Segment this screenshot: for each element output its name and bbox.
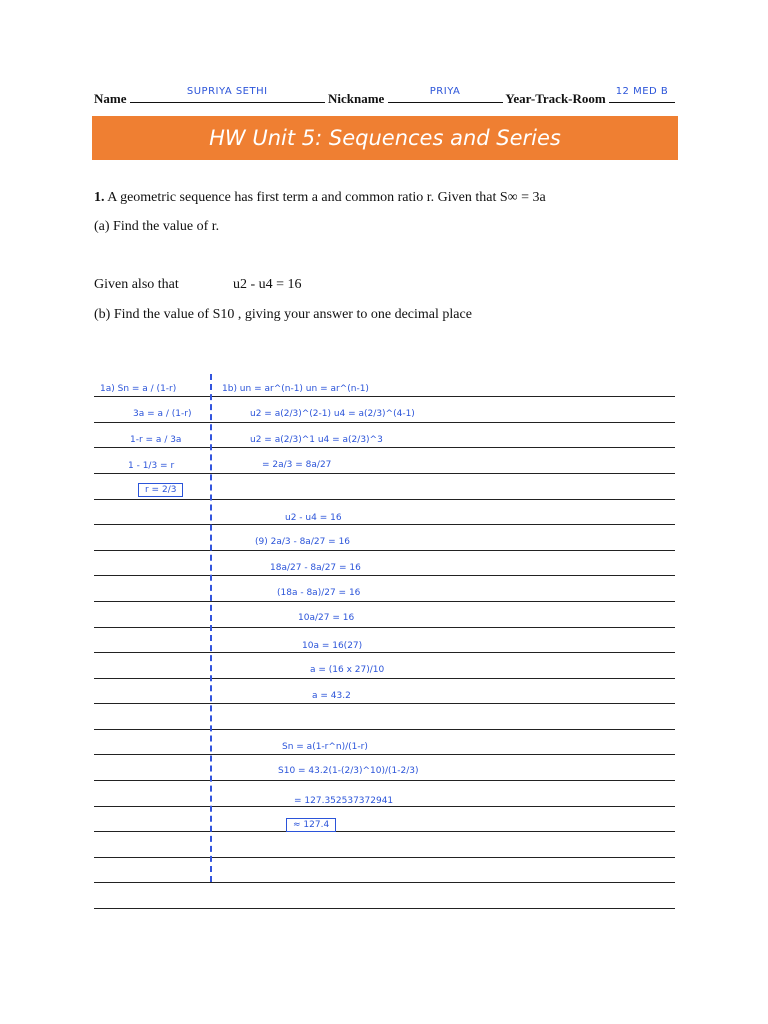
work-line: a = 43.2 xyxy=(312,691,351,701)
answer-line xyxy=(94,601,675,602)
answer-line xyxy=(94,678,675,679)
work-line: S10 = 43.2(1-(2/3)^10)/(1-2/3) xyxy=(278,766,419,776)
work-line: 10a = 16(27) xyxy=(302,641,363,651)
answer-line xyxy=(94,550,675,551)
name-label: Name xyxy=(94,91,127,106)
answer-line xyxy=(94,447,675,448)
answer-line xyxy=(94,780,675,781)
answer-line xyxy=(94,729,675,730)
given-label: Given also that xyxy=(94,277,179,292)
work-line: u2 = a(2/3)^(2-1) u4 = a(2/3)^(4-1) xyxy=(250,409,415,419)
nickname-value: PRIYA xyxy=(429,86,461,97)
page-title: HW Unit 5: Sequences and Series xyxy=(209,126,561,150)
part-b-prompt: (b) Find the value of S10 , giving your answer to one decimal place xyxy=(94,307,472,322)
answer-line xyxy=(94,422,675,423)
answer-line xyxy=(94,703,675,704)
work-line: u2 - u4 = 16 xyxy=(285,513,342,523)
work-line: (9) 2a/3 - 8a/27 = 16 xyxy=(255,537,351,547)
answer-line xyxy=(94,857,675,858)
answer-line xyxy=(94,882,675,883)
work-line: 3a = a / (1-r) xyxy=(133,409,192,419)
year-track-room-value: 12 MED B xyxy=(615,86,669,97)
work-line: 1b) un = ar^(n-1) un = ar^(n-1) xyxy=(222,384,369,394)
answer-line xyxy=(94,524,675,525)
work-line: (18a - 8a)/27 = 16 xyxy=(277,588,361,598)
dashed-divider xyxy=(210,374,212,882)
answer-line xyxy=(94,908,675,909)
name-field[interactable] xyxy=(130,88,325,103)
year-track-room-field[interactable] xyxy=(609,88,675,103)
part-a-prompt: (a) Find the value of r. xyxy=(94,219,220,234)
work-line: u2 = a(2/3)^1 u4 = a(2/3)^3 xyxy=(250,435,383,445)
answer-line xyxy=(94,806,675,807)
work-line: = 2a/3 = 8a/27 xyxy=(262,460,332,470)
title-banner xyxy=(92,116,678,160)
work-line: Sn = a(1-r^n)/(1-r) xyxy=(282,742,368,752)
name-value: SUPRIYA SETHI xyxy=(186,86,268,97)
work-line: 1 - 1/3 = r xyxy=(128,461,175,471)
answer-line xyxy=(94,575,675,576)
nickname-label: Nickname xyxy=(328,91,385,106)
answer-line xyxy=(94,754,675,755)
given-equation: u2 - u4 = 16 xyxy=(233,277,302,292)
work-line: 18a/27 - 8a/27 = 16 xyxy=(270,563,361,573)
answer-line xyxy=(94,627,675,628)
nickname-field[interactable] xyxy=(388,88,503,103)
work-line: = 127.352537372941 xyxy=(294,796,394,806)
answer-line xyxy=(94,499,675,500)
work-line: 10a/27 = 16 xyxy=(298,613,355,623)
answer-line xyxy=(94,473,675,474)
answer-line xyxy=(94,831,675,832)
work-line: 1a) Sn = a / (1-r) xyxy=(100,384,177,394)
student-info-header xyxy=(94,88,676,107)
boxed-answer: r = 2/3 xyxy=(138,483,183,497)
answer-line xyxy=(94,652,675,653)
question-text: A geometric sequence has first term a and common ratio r. Given that S∞ = 3a xyxy=(107,190,546,205)
work-line: a = (16 x 27)/10 xyxy=(310,665,385,675)
boxed-answer: ≈ 127.4 xyxy=(286,818,336,832)
question-1 xyxy=(94,190,546,206)
answer-line xyxy=(94,396,675,397)
year-track-room-label: Year-Track-Room xyxy=(505,91,606,106)
question-number: 1. xyxy=(94,190,105,205)
work-line: 1-r = a / 3a xyxy=(130,435,182,445)
